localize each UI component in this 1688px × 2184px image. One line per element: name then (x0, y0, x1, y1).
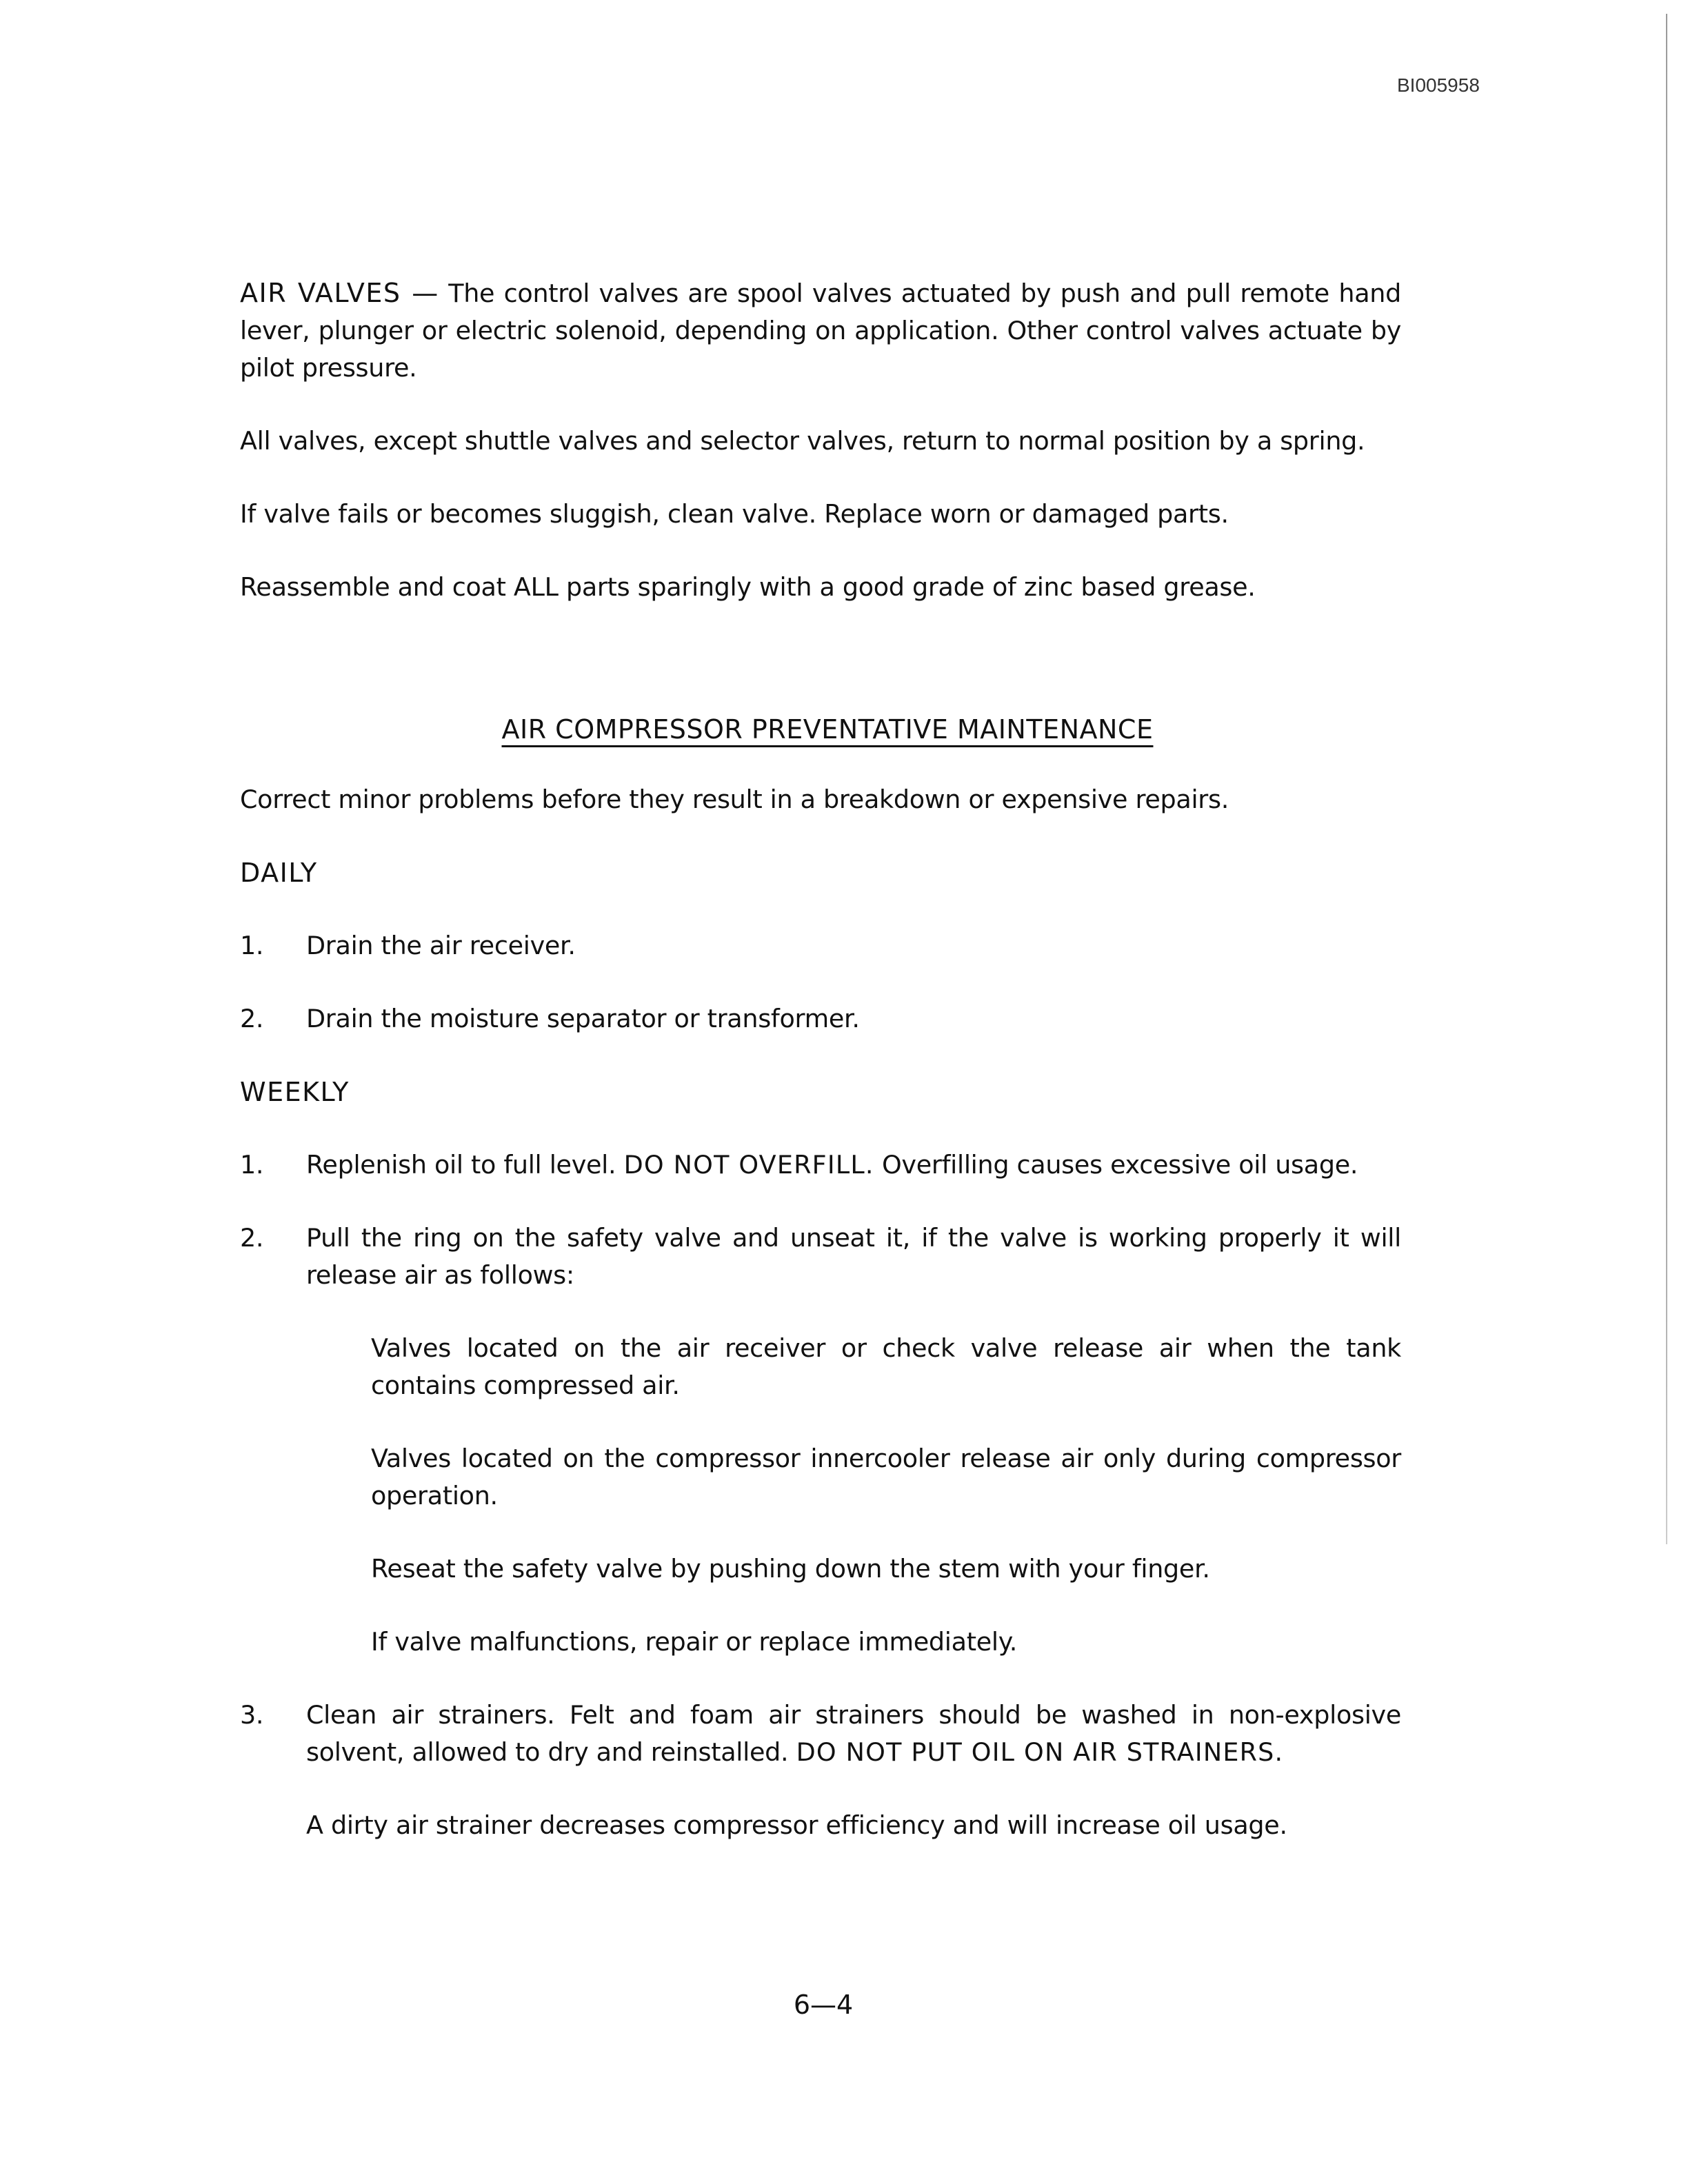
item-text: Drain the air receiver. (306, 931, 576, 960)
weekly-heading: WEEKLY (240, 1077, 350, 1107)
reassemble-paragraph: Reassemble and coat ALL parts sparingly with a good grade of zinc based grease. (240, 572, 1256, 602)
item-number: 1. (240, 1150, 264, 1180)
document-body (240, 274, 1401, 1844)
sub-paragraph: Valves located on the air receiver or check valve release air when the tank contains compressed air. (371, 1333, 1401, 1400)
item-number: 2. (240, 1223, 264, 1253)
item-number: 3. (240, 1700, 264, 1730)
weekly-item-oil (240, 1146, 1401, 1184)
strainer-warning: DO NOT PUT OIL ON AIR STRAINERS. (796, 1737, 1284, 1767)
sub-paragraph: If valve malfunctions, repair or replace immediately. (371, 1627, 1018, 1657)
sub-paragraph: Reseat the safety valve by pushing down the stem with your finger. (371, 1554, 1210, 1584)
air-valves-lead: AIR VALVES — (240, 278, 439, 308)
maintenance-intro: Correct minor problems before they result in a breakdown or expensive repairs. (240, 785, 1229, 814)
item-number: 1. (240, 931, 264, 960)
item-text: Pull the ring on the safety valve and unseat it, if the valve is working properly it will release air as follows: (306, 1223, 1401, 1290)
item-text: Clean air strainers. Felt and foam air strainers should be washed in non-explosive solvent, allowed to dry and reinstalled. (306, 1700, 1401, 1767)
page-number-text: 6—4 (793, 1990, 854, 2020)
spring-return-paragraph: All valves, except shuttle valves and selector valves, return to normal position by a spring. (240, 426, 1365, 456)
strainer-note: A dirty air strainer decreases compressor efficiency and will increase oil usage. (306, 1810, 1287, 1840)
daily-item (240, 1000, 1401, 1038)
item-text: Replenish oil to full level. (306, 1150, 624, 1180)
weekly-item-safety-valve (240, 1220, 1401, 1294)
scan-edge-line (1666, 14, 1667, 1544)
page-number (0, 1990, 1688, 2020)
overfill-warning: DO NOT OVERFILL. (623, 1150, 874, 1180)
daily-item (240, 927, 1401, 964)
document-id: BI005958 (1397, 74, 1480, 96)
maintenance-title: AIR COMPRESSOR PREVENTATIVE MAINTENANCE (501, 714, 1154, 745)
sub-paragraph: Valves located on the compressor innercooler release air only during compressor operation. (371, 1444, 1401, 1510)
sluggish-valve-paragraph: If valve fails or becomes sluggish, clean valve. Replace worn or damaged parts. (240, 499, 1229, 529)
item-number: 2. (240, 1004, 264, 1033)
weekly-item-strainers (240, 1697, 1401, 1771)
daily-heading: DAILY (240, 858, 318, 888)
item-text-tail: Overfilling causes excessive oil usage. (874, 1150, 1358, 1180)
air-valves-paragraph (240, 274, 1401, 387)
item-text: Drain the moisture separator or transformer. (306, 1004, 860, 1033)
air-valves-text: The control valves are spool valves actuated by push and pull remote hand lever, plunger or electric solenoid, depending on application. Other control valves actuate by pilot pressure. (240, 279, 1401, 383)
